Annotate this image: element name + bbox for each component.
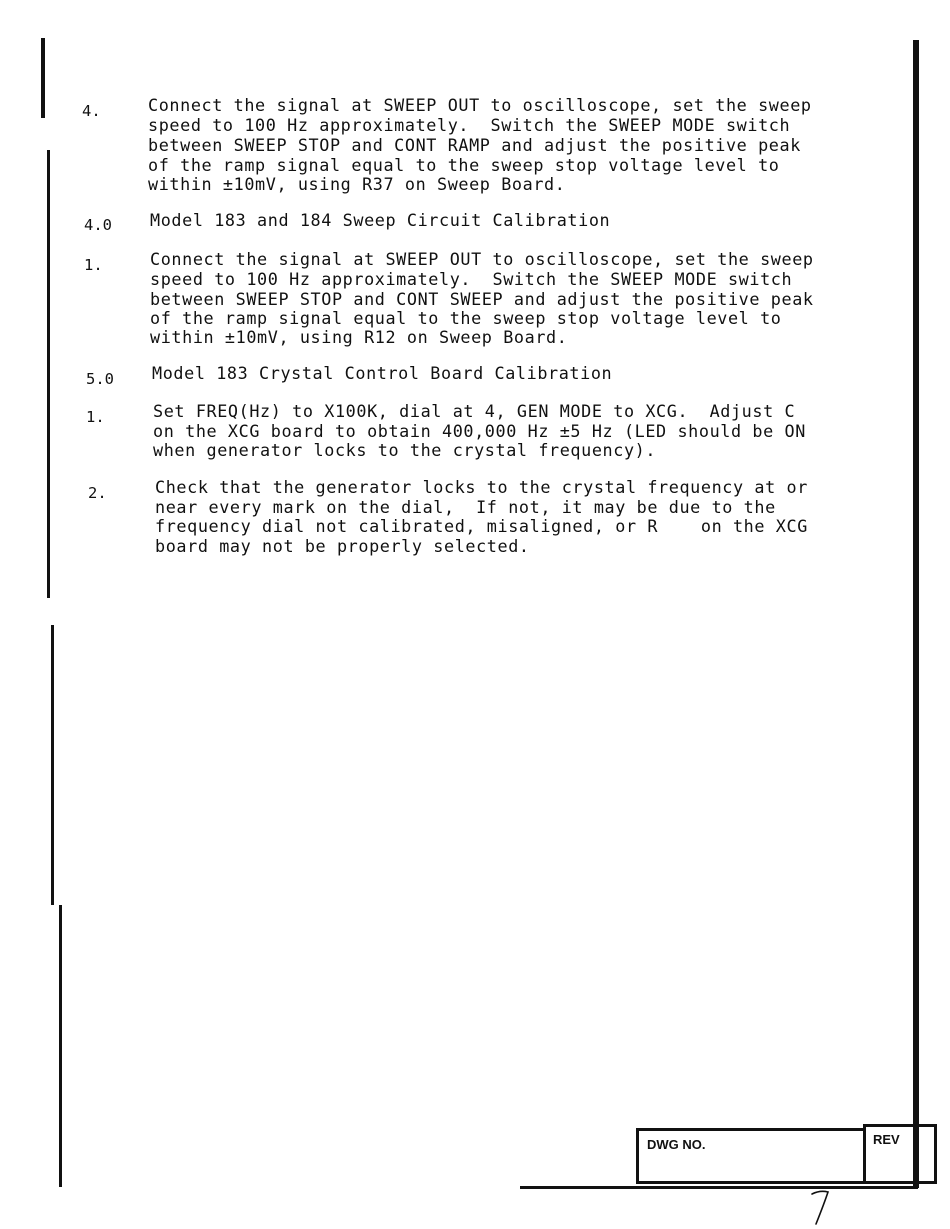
step-text-line: Connect the signal at SWEEP OUT to oscilloscope, set the sweep — [150, 249, 814, 269]
right-border-rule — [913, 40, 919, 1188]
step-text-line: of the ramp signal equal to the sweep stop voltage level to — [148, 155, 780, 175]
step-text-line: within ±10mV, using R37 on Sweep Board. — [148, 174, 566, 194]
step-text-line: on the XCG board to obtain 400,000 Hz ±5 Hz (LED should be ON — [153, 421, 806, 441]
section-title: Model 183 and 184 Sweep Circuit Calibration — [150, 210, 611, 230]
step-number: 2. — [88, 484, 107, 502]
step-text-line: between SWEEP STOP and CONT SWEEP and adjust the positive peak — [150, 289, 814, 309]
left-border-rule — [59, 905, 62, 1187]
step-text-line: Set FREQ(Hz) to X100K, dial at 4, GEN MODE to XCG. Adjust C — [153, 401, 796, 421]
step-text-line: near every mark on the dial, If not, it may be due to the — [155, 497, 776, 517]
revision-box — [863, 1124, 937, 1184]
left-border-rule — [51, 625, 54, 905]
step-text-line: when generator locks to the crystal frequency). — [153, 440, 657, 460]
section-number: 5.0 — [86, 370, 114, 388]
step-number: 1. — [84, 256, 103, 274]
step-text-line: speed to 100 Hz approximately. Switch the SWEEP MODE switch — [148, 115, 791, 135]
step-text-line: speed to 100 Hz approximately. Switch the SWEEP MODE switch — [150, 269, 793, 289]
section-number: 4.0 — [84, 216, 112, 234]
step-text-line: frequency dial not calibrated, misaligned, or R on the XCG — [155, 516, 808, 536]
step-text-line: between SWEEP STOP and CONT RAMP and adjust the positive peak — [148, 135, 801, 155]
step-number: 4. — [82, 102, 101, 120]
step-text-line: of the ramp signal equal to the sweep stop voltage level to — [150, 308, 782, 328]
left-border-rule — [47, 150, 50, 598]
handwritten-mark — [802, 1186, 842, 1228]
step-text-line: Check that the generator locks to the crystal frequency at or — [155, 477, 808, 497]
revision-label: REV — [873, 1132, 900, 1147]
step-number: 1. — [86, 408, 105, 426]
step-text-line: Connect the signal at SWEEP OUT to oscilloscope, set the sweep — [148, 95, 812, 115]
bottom-border-rule — [520, 1186, 918, 1189]
step-text-line: board may not be properly selected. — [155, 536, 530, 556]
drawing-number-box — [636, 1128, 866, 1184]
drawing-number-label: DWG NO. — [647, 1137, 706, 1152]
section-title: Model 183 Crystal Control Board Calibration — [152, 363, 613, 383]
step-text-line: within ±10mV, using R12 on Sweep Board. — [150, 327, 568, 347]
left-border-rule — [41, 38, 45, 118]
